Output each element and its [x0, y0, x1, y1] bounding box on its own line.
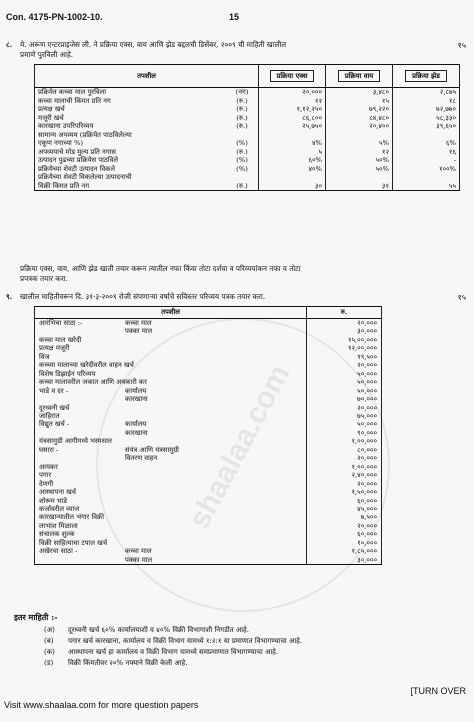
q9-cell-particular [35, 497, 307, 505]
q9-cell-particular [35, 370, 307, 378]
q9-particular-text: शोरूम भाडे [39, 496, 68, 505]
q9-cell-particular [35, 437, 307, 445]
q9-particular-text: आरंभिचा साठा :- [39, 319, 83, 327]
q8-header-particulars: तपशील [35, 65, 259, 88]
q9-particular-text: लाभांश मिळाला [39, 521, 78, 530]
q8-cell-y-value: ५% [326, 139, 393, 148]
q8-cell-x-value: २५,७५० [259, 122, 326, 131]
q9-sub-item: कारखाना [125, 395, 148, 404]
q9-cell-amount: ७५,००० [307, 412, 382, 420]
q9-cell-particular [35, 344, 307, 352]
q8-header-y: प्रक्रिया वाय [326, 65, 393, 88]
q9-cell-particular [35, 556, 307, 565]
note-label: (ड) [44, 659, 54, 667]
q8-table-row [35, 105, 460, 114]
q9-particular-text: कच्च्या मालाच्या खरेदीवरील वाहन खर्च [39, 361, 134, 370]
q8-cell-particular: कारखाना उपरिपरिव्यय [35, 122, 227, 131]
q9-table-row [35, 404, 382, 412]
q9-table-row [35, 353, 382, 361]
q9-table-row [35, 378, 382, 386]
q9-cell-particular [35, 446, 307, 454]
q8-table-row [35, 114, 460, 123]
q9-cell-amount: १,५०,००० [307, 488, 382, 496]
q9-table-row [35, 530, 382, 538]
q9-cell-amount: ३०,००० [307, 327, 382, 335]
q8-table-row [35, 88, 460, 97]
q8-cell-x-value [259, 131, 326, 140]
q9-table-row [35, 497, 382, 505]
q9-particular-text: अखेरचा साठा - [39, 547, 78, 556]
q8-cell-z-value: ६% [393, 139, 460, 148]
q9-number: ९. [6, 292, 13, 301]
q9-cell-amount: २०,००० [307, 522, 382, 530]
q9-cell-particular [35, 395, 307, 403]
q9-cell-amount: १,००,००० [307, 463, 382, 471]
q8-cell-particular: उत्पादन पुढच्या प्रक्रियेस पाठविले [35, 156, 227, 165]
q9-table-row [35, 513, 382, 521]
q8-cell-z-value: ७२,७७० [393, 105, 460, 114]
q9-cell-particular [35, 353, 307, 361]
q9-cell-particular [35, 480, 307, 488]
q9-table-row [35, 539, 382, 547]
watermark-text: shaalaa.com [182, 359, 297, 535]
q8-cell-unit: (%) [236, 164, 248, 173]
q9-particular-text: विद्युत खर्च - [39, 420, 70, 429]
q8-marks: १५ [457, 41, 466, 50]
q9-particular-text: पगार [39, 471, 52, 480]
q9-particular-text: आयकर [39, 462, 58, 471]
q8-cell-x-value: ४०% [259, 165, 326, 174]
q8-cell-particular: अपव्ययाचे मोड मुल्य प्रति नगास [35, 148, 227, 157]
q9-cell-particular [35, 404, 307, 412]
q9-cell-amount: ७०,००० [307, 395, 382, 403]
q9-table-row [35, 522, 382, 530]
q8-table-row [35, 156, 460, 165]
q8-table-row [35, 182, 460, 191]
q8-cell-particular: सामान्य अपव्यय (प्रक्रियेत पाठविलेल्या [35, 131, 227, 140]
q8-cell-z-value: १६ [393, 148, 460, 157]
q8-cell-z-value [393, 173, 460, 182]
q8-cell-particular: प्रत्यक्ष खर्च [35, 105, 227, 114]
q9-sub-item: कच्चा माल [125, 547, 152, 556]
q9-particular-text: कारखान्यातील भंगार विक्री [39, 513, 105, 522]
q9-cell-amount: २०,००० [307, 361, 382, 369]
q8-cell-unit: (रु.) [236, 105, 248, 113]
q9-particular-text: घसारा - [39, 445, 59, 454]
q8-cell-unit: (रु.) [236, 147, 248, 156]
q8-cell-y-value: ८४,४८० [326, 114, 393, 123]
q9-cell-amount: ५०,००० [307, 378, 382, 386]
q8-cell-unit: (रु.) [236, 113, 248, 122]
q8-cell-z-value: - [393, 156, 460, 165]
q9-cell-amount: २०,००० [307, 454, 382, 462]
q8-instruction: प्रक्रिया एक्स, वाय, आणि झेड खाती तयार करून त्यातील नफा किंवा तोटा दर्शवा व परिव्ययांकन नफा व तोटा [20, 264, 301, 273]
q9-sub-item: कार्यालय [125, 420, 147, 429]
turn-over: [TURN OVER [410, 686, 466, 696]
note-text: दूरध्वनी खर्च ६०% कार्यालयाशी व ४०% विक्री विभागाशी निगडीत आहे. [68, 626, 249, 634]
q9-particular-text: यंत्रसामुग्री आगीमध्ये भस्मसात [39, 437, 112, 446]
note-item [44, 637, 302, 646]
q9-sub-item: कच्चा माल [125, 319, 152, 327]
q8-cell-x-value: ८६,८०० [259, 114, 326, 123]
q9-cell-amount: ५०,००० [307, 420, 382, 428]
q9-table-row [35, 327, 382, 335]
q8-cell-x-value: २०,००० [259, 88, 326, 97]
q9-sub-item: वितरण वाहन [125, 454, 158, 463]
q9-cell-amount: १,००,००० [307, 437, 382, 445]
q9-cell-amount: १५,००,००० [307, 336, 382, 344]
q8-cell-y-value: ७९,२२० [326, 105, 393, 114]
q9-particular-text: भाडे व दर - [39, 386, 69, 395]
q9-particular-text: जाहिरात [39, 411, 60, 420]
q9-cell-amount: ९०,००० [307, 429, 382, 437]
q9-cell-particular [35, 336, 307, 344]
q8-table-row [35, 97, 460, 106]
q9-table-row [35, 361, 382, 369]
q9-sub-item: संयंत्र आणि यंत्रसामुग्री [125, 445, 179, 454]
q8-cell-y-value [326, 173, 393, 182]
q9-particular-text: संचालक शुल्क [39, 530, 75, 539]
q9-cell-amount: ६०,००० [307, 497, 382, 505]
note-text: पगार खर्च कारखाना, कार्यालय व विक्री विभाग यामध्ये १:२:१ या प्रमाणात विभागण्याचा आहे. [68, 637, 303, 645]
note-text: आस्थापना खर्च हा कार्यालय व विक्री विभाग यामध्ये समप्रमाणात विभागण्याचा आहे. [68, 648, 279, 656]
q8-cell-y-value: ५०% [326, 156, 393, 165]
page-number: 15 [229, 12, 240, 22]
note-item [44, 659, 187, 668]
q9-cell-particular [35, 420, 307, 428]
paper-code: Con. 4175-PN-1002-10. [6, 12, 103, 22]
q8-cell-unit: (रु.) [226, 182, 259, 191]
q8-table-row [35, 139, 460, 148]
q9-particular-text: कच्चा मालावरील जकात आणि अबकारी कर [39, 378, 147, 387]
q9-table-row [35, 420, 382, 428]
q9-intro: खालील माहितीवरून दि. ३१-३-२००९ रोजी संपणाऱ्या वर्षाचे सविस्तर परिव्यय पत्रक तयार करा. [20, 292, 266, 301]
q9-table-row [35, 463, 382, 471]
q9-table-row [35, 387, 382, 395]
q9-table-row [35, 446, 382, 454]
q9-cell-amount: ७,५०० [307, 513, 382, 521]
q8-cell-x-value: १२ [259, 97, 326, 106]
q8-table-row [35, 148, 460, 157]
q9-cell-particular [35, 513, 307, 521]
q8-cell-y-value [326, 131, 393, 140]
q8-cell-z-value: १८ [393, 97, 460, 106]
q9-cell-particular [35, 378, 307, 386]
q9-header-particulars: तपशील [35, 307, 307, 319]
q9-cell-amount: २०,००० [307, 404, 382, 412]
q9-cell-amount: ३०,००० [307, 556, 382, 565]
q9-cell-amount: २०,००० [307, 319, 382, 328]
q8-cell-particular: प्रक्रियेच्या शेवटी विकलेल्या उत्पादनाची [35, 173, 227, 182]
q8-cell-y-value: ५०% [326, 165, 393, 174]
q9-cell-particular [35, 319, 307, 328]
q8-cell-unit [226, 173, 259, 182]
q8-cell-y-value: २०,४०० [326, 122, 393, 131]
q9-table-row [35, 412, 382, 420]
q8-cell-x-value [259, 173, 326, 182]
q8-cell-y-value: १२ [326, 148, 393, 157]
q8-cell-z-value: २,८७५ [393, 88, 460, 97]
q8-cell-particular: कच्चा मालाची किंमत प्रति नग [35, 97, 227, 106]
q8-instruction2: प्रपत्रक तयार करा. [20, 274, 68, 283]
q9-table-row [35, 454, 382, 462]
q8-cell-unit: (रु.) [236, 96, 248, 105]
q8-cell-unit: (नग) [235, 88, 249, 96]
q9-particular-text: विज [39, 352, 50, 361]
q9-cell-particular [35, 387, 307, 395]
q9-cell-amount: ५०,००० [307, 370, 382, 378]
q9-cell-particular [35, 471, 307, 479]
q9-header-amount: रु. [307, 307, 382, 319]
note-item [44, 626, 249, 635]
q9-cell-amount: ५०,००० [307, 387, 382, 395]
q9-cell-particular [35, 454, 307, 462]
q8-cell-unit: (%) [236, 156, 248, 164]
q9-table-row [35, 488, 382, 496]
q8-cell-x-value: ४% [259, 139, 326, 148]
q9-sub-item: पक्का माल [125, 327, 153, 336]
note-label: (अ) [44, 626, 55, 634]
q9-cell-particular [35, 530, 307, 538]
q9-cell-particular [35, 547, 307, 555]
q9-table-row [35, 336, 382, 344]
q8-cell-y-value: १५ [326, 97, 393, 106]
q9-cell-amount: ६०,००० [307, 530, 382, 538]
note-label: (ब) [44, 637, 54, 645]
q8-cell-z-value: ३९,६५० [393, 122, 460, 131]
q9-cell-particular [35, 488, 307, 496]
q8-cell-unit: (रु.) [236, 122, 248, 130]
q8-header-x: प्रक्रिया एक्स [259, 65, 326, 88]
q9-particular-text: कर्जावरील व्याज [39, 504, 80, 513]
q9-cell-particular [35, 539, 307, 547]
note-item [44, 648, 278, 657]
q9-table-row [35, 319, 382, 328]
q9-cell-amount: १०,००० [307, 539, 382, 547]
q8-cell-particular: प्रक्रियेच्या शेवटी उत्पादन विकले [35, 165, 227, 174]
q9-sub-item: कार्यालय [125, 386, 147, 395]
q9-cell-amount: ४५,००० [307, 505, 382, 513]
q9-cell-amount: ९९,५०० [307, 353, 382, 361]
footer-link[interactable]: Visit www.shaalaa.com for more question papers [4, 700, 199, 710]
q8-cell-z-value: ५५ [393, 182, 460, 191]
q8-header-z: प्रक्रिया झेड [393, 65, 460, 88]
q9-table-row [35, 556, 382, 565]
q9-cell-particular [35, 361, 307, 369]
q9-sub-item: कारखाना [125, 428, 148, 437]
q9-sub-item: पक्का माल [125, 555, 153, 564]
q9-particular-text: आस्थापना खर्च [39, 488, 76, 497]
q8-table-row [35, 122, 460, 131]
q9-cell-amount: १२,००,००० [307, 344, 382, 352]
q9-particular-text: दूरध्वनी खर्च [39, 403, 70, 412]
q9-particular-text: कच्चा माल खरेदी [39, 335, 82, 344]
q9-cell-amount: २०,००० [307, 480, 382, 488]
q8-table-row [35, 173, 460, 182]
q8-cell-z-value: १००% [393, 165, 460, 174]
q9-table-row [35, 395, 382, 403]
q8-number: ८. [6, 40, 13, 49]
q8-cell-unit: (%) [236, 139, 248, 147]
q8-cell-x-value: १,१२,२५० [259, 105, 326, 114]
q9-cell-amount: २,४०,००० [307, 471, 382, 479]
q8-cell-particular: प्रक्रियेत कच्चा माल पुरविला [35, 88, 227, 97]
q9-table-row [35, 471, 382, 479]
q9-cell-amount: ८०,००० [307, 446, 382, 454]
notes-title: इतर माहिती :- [14, 612, 58, 622]
q8-cell-particular: मजूरी खर्च [35, 114, 227, 123]
q9-particular-text: विशेष डिझाईन परिव्यय [39, 369, 96, 378]
q8-cell-x-value: ३० [259, 182, 326, 191]
q8-intro-line2: प्रमाणे पुरविली आहे. [20, 50, 74, 59]
q9-marks: १५ [457, 293, 466, 302]
q8-intro-line1: मे. अरूण एन्टरप्राइजेस ली. ने प्रक्रिया एक्स, वाय आणि झेड बद्दलची डिसेंबर, २००९ ची माहिती खालील [20, 40, 287, 49]
q9-table-row [35, 437, 382, 445]
q9-cell-particular [35, 327, 307, 335]
q9-particular-text: विक्री साहित्याचा टपाल खर्च [39, 538, 108, 547]
q9-cell-particular [35, 412, 307, 420]
q9-cell-amount: १,८५,००० [307, 547, 382, 555]
q9-particular-text: प्रत्यक्ष मजूरी [39, 344, 70, 353]
q8-cell-particular: विक्री किंमत प्रति नग [35, 182, 227, 191]
q8-table-row [35, 165, 460, 174]
q8-cell-x-value: ५ [259, 148, 326, 157]
q8-cell-unit [226, 131, 259, 140]
note-label: (क) [44, 648, 55, 656]
q8-cell-y-value: ३१ [326, 182, 393, 191]
q9-table-row [35, 547, 382, 555]
q9-cell-particular [35, 463, 307, 471]
q9-particular-text: देणगी [39, 479, 54, 488]
q9-cell-particular [35, 522, 307, 530]
q8-table-row [35, 131, 460, 140]
q9-table [34, 306, 382, 565]
q8-cell-z-value [393, 131, 460, 140]
q8-cell-particular: एकूण नगाच्या %) [35, 139, 227, 148]
q8-table [34, 64, 460, 191]
q8-cell-x-value: ६०% [259, 156, 326, 165]
q8-cell-y-value: ३,४८० [326, 88, 393, 97]
q9-table-row [35, 370, 382, 378]
q9-table-row [35, 480, 382, 488]
q8-cell-z-value: ५८,३३० [393, 114, 460, 123]
note-text: विक्री किंमतीवर २०% नफ्याने विक्री केली आहे. [68, 659, 188, 667]
q9-table-row [35, 344, 382, 352]
